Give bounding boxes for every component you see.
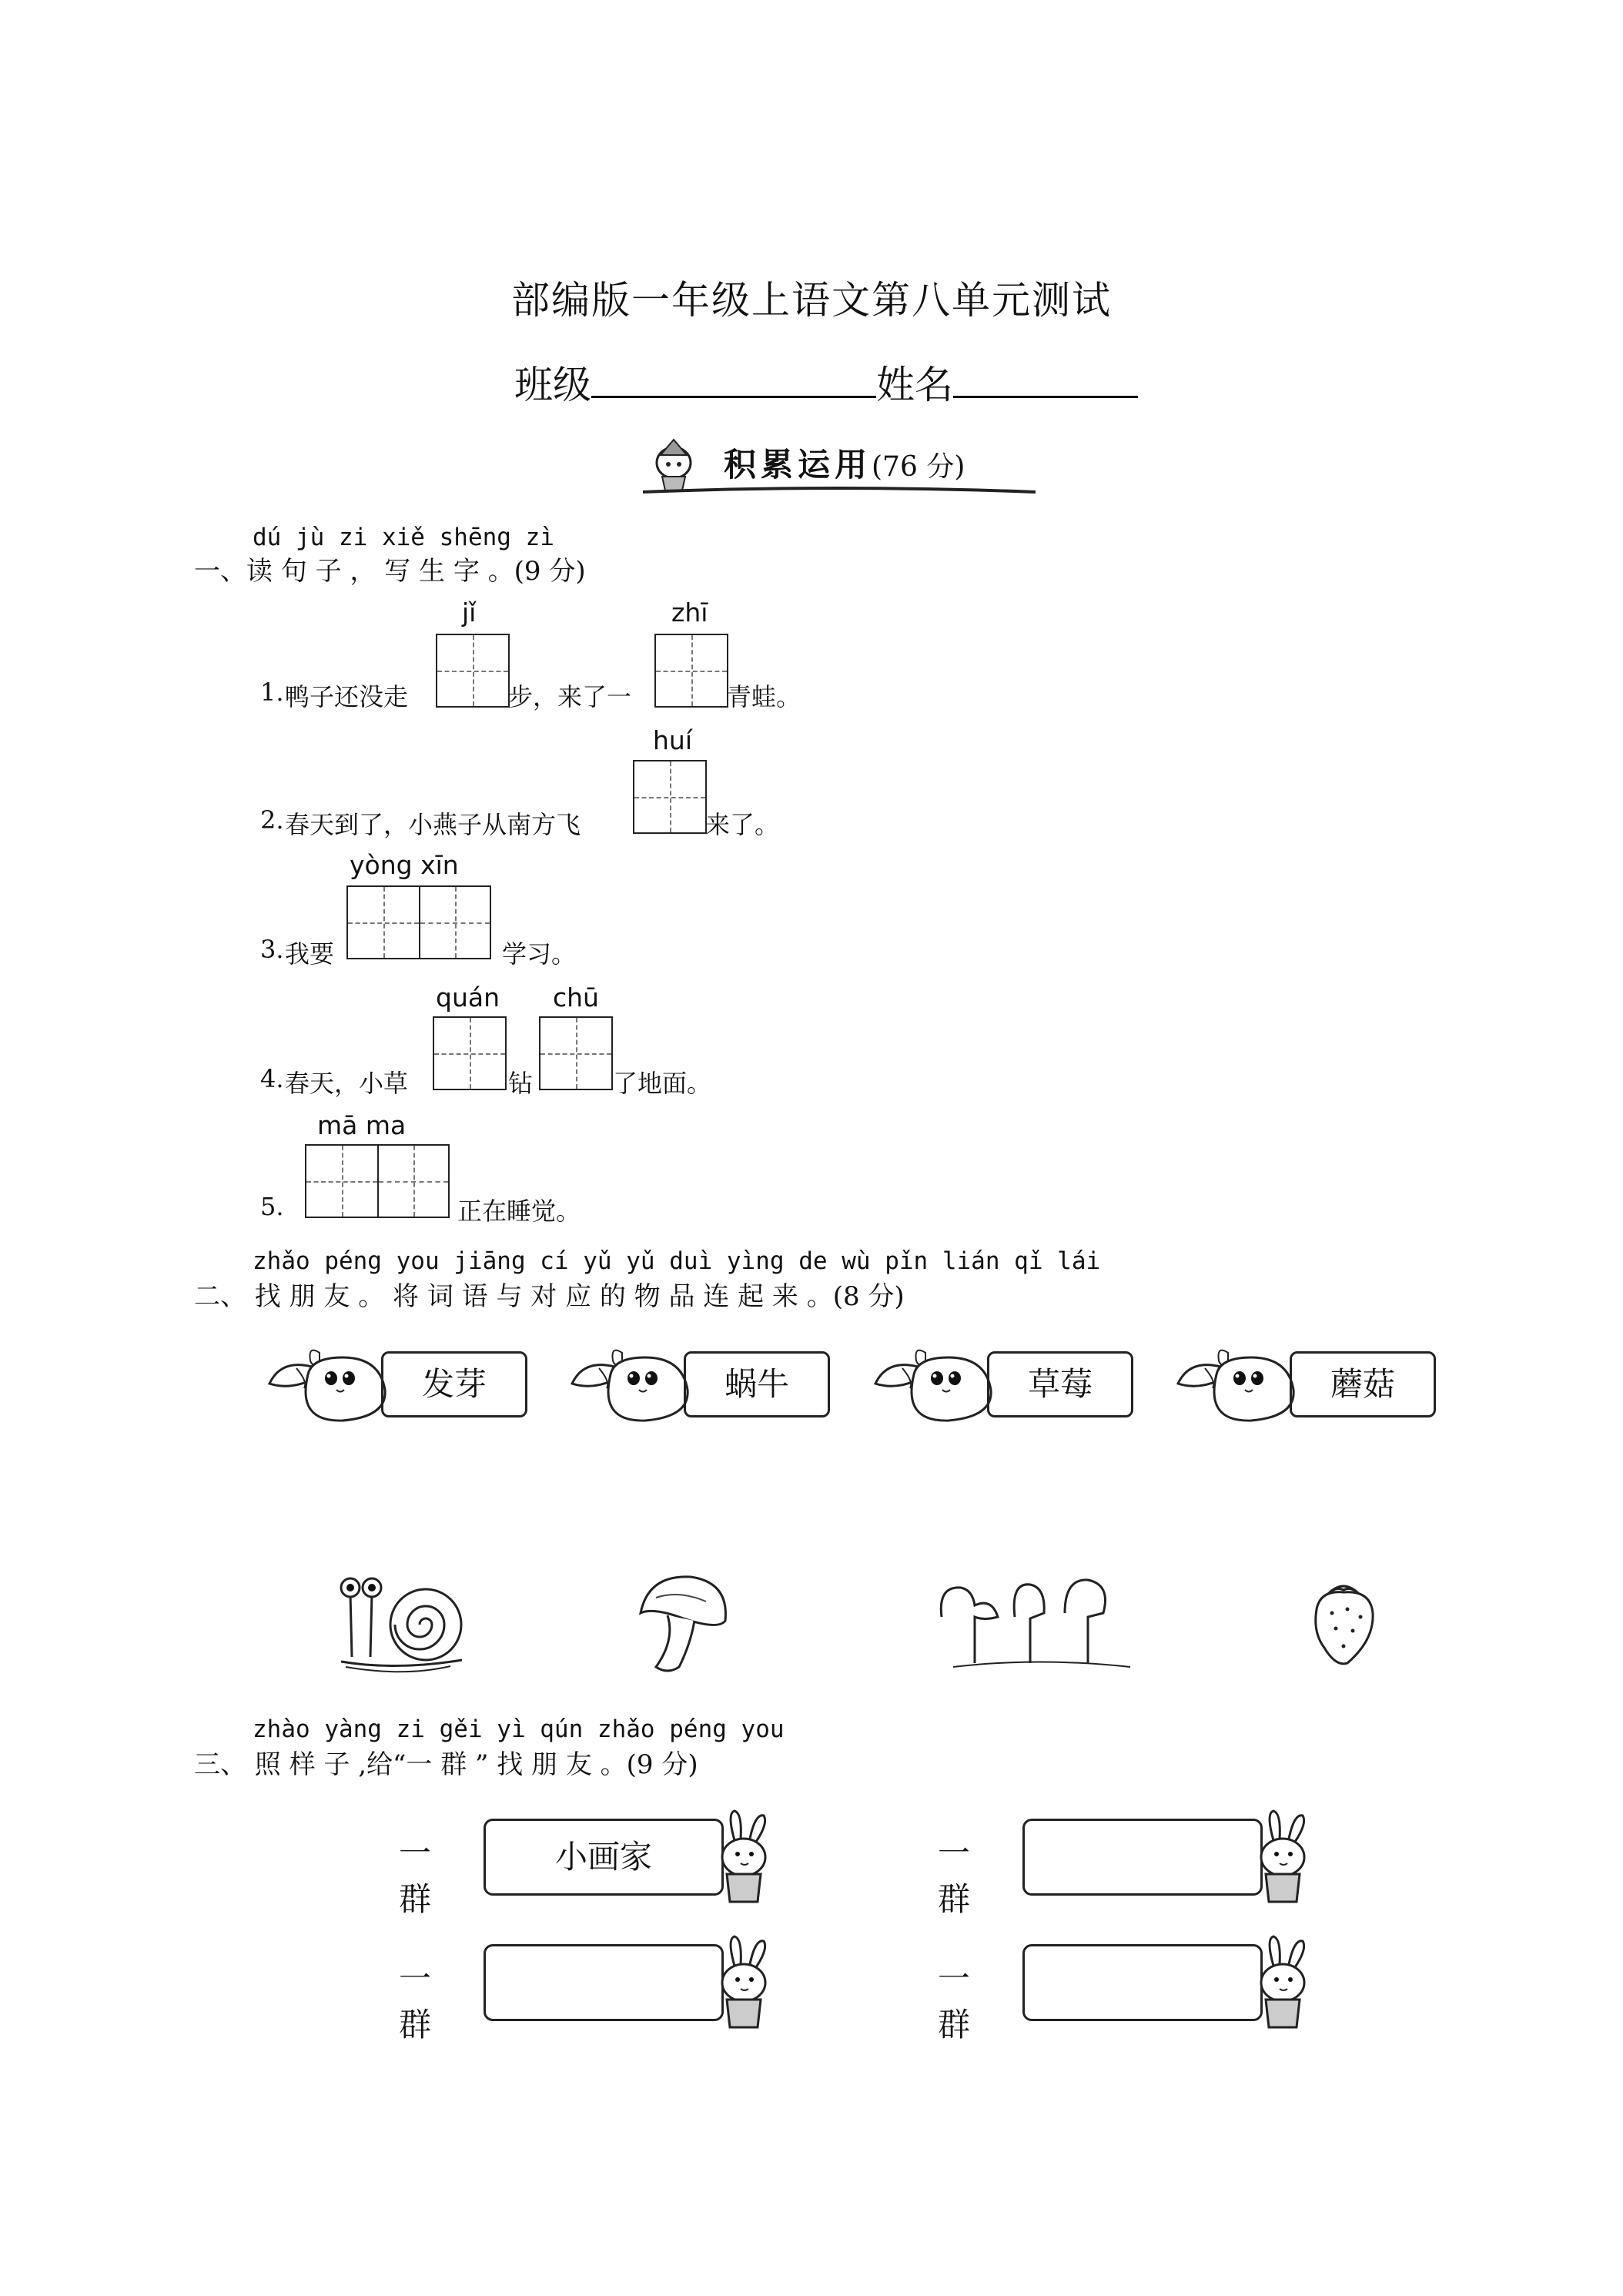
- item2-text-pre: 春天到了，小燕子从南方飞: [285, 810, 581, 839]
- group-prefix: 一群: [399, 1834, 432, 1918]
- rabbit-icon: [713, 1935, 775, 2035]
- item4-pinyin-2: chū: [553, 982, 599, 1012]
- name-label: 姓名: [876, 363, 953, 407]
- strawberry-icon[interactable]: [1305, 1571, 1382, 1678]
- word-card-3[interactable]: [872, 1344, 1133, 1421]
- section2-pinyin: zhǎo péng you jiāng cí yǔ yǔ duì yìng de wù pǐn lián qǐ lái: [253, 1247, 1101, 1275]
- rabbit-icon: [713, 1809, 775, 1909]
- item4-pinyin-1: quán: [436, 982, 500, 1012]
- banner-title: 积累运用: [724, 446, 872, 484]
- item4-text-pre: 春天，小草: [285, 1069, 409, 1098]
- item1-text-post: 青蛙。: [727, 682, 801, 711]
- word-card-2[interactable]: [568, 1344, 830, 1421]
- bird-icon: [872, 1344, 995, 1428]
- group-prefix: 一群: [938, 1960, 971, 2043]
- item5-number: 5.: [260, 1192, 284, 1221]
- banner-score: (76 分): [872, 451, 965, 483]
- class-name-line: [514, 354, 1138, 410]
- sprout-icon[interactable]: [938, 1571, 1146, 1678]
- section1-heading: 一、读 句 子 ， 写 生 字 。(9 分): [194, 556, 586, 587]
- word-card-4[interactable]: [1174, 1344, 1436, 1421]
- word-card-1[interactable]: [266, 1344, 527, 1421]
- page-title: 部编版一年级上语文第八单元测试: [511, 278, 1112, 323]
- item1-pinyin-1: jǐ: [462, 597, 477, 628]
- item5-pinyin: mā ma: [317, 1110, 407, 1140]
- class-label: 班级: [514, 363, 591, 407]
- rabbit-icon: [1252, 1935, 1313, 2035]
- item1-text-pre: 鸭子还没走: [285, 682, 409, 711]
- word-card-label-3: 草莓: [987, 1351, 1133, 1417]
- group-answer-box[interactable]: [1022, 1819, 1263, 1896]
- section1-pinyin: dú jù zi xiě shēng zì: [253, 524, 554, 551]
- item4-text-mid: 钻: [508, 1069, 534, 1098]
- item1-grid-2[interactable]: [654, 634, 728, 708]
- item3-pinyin: yòng xīn: [350, 850, 459, 880]
- group-answer-box[interactable]: [484, 1944, 724, 2021]
- item3-number: 3.: [260, 935, 284, 964]
- item2-grid[interactable]: [633, 760, 707, 834]
- class-blank[interactable]: [591, 357, 876, 398]
- bird-icon: [266, 1344, 389, 1428]
- item4-text-post: 了地面。: [613, 1069, 712, 1098]
- group-answer-box[interactable]: [1022, 1944, 1263, 2021]
- item2-pinyin: huí: [653, 725, 692, 755]
- item4-number: 4.: [260, 1064, 284, 1093]
- item2-number: 2.: [260, 805, 284, 835]
- item1-grid-1[interactable]: [436, 634, 510, 708]
- snail-icon[interactable]: [335, 1571, 470, 1678]
- item3-text-pre: 我要: [285, 939, 335, 969]
- item5-grid[interactable]: [305, 1144, 450, 1218]
- rabbit-icon: [1252, 1809, 1313, 1909]
- bird-icon: [1174, 1344, 1297, 1428]
- item4-grid-2[interactable]: [539, 1016, 613, 1090]
- word-card-label-1: 发芽: [381, 1351, 527, 1417]
- word-card-label-2: 蜗牛: [684, 1351, 830, 1417]
- item3-grid[interactable]: [346, 885, 491, 959]
- item4-grid-1[interactable]: [433, 1016, 507, 1090]
- group-prefix: 一群: [938, 1834, 971, 1918]
- section2-heading: 二、 找 朋 友 。 将 词 语 与 对 应 的 物 品 连 起 来 。(8 分): [194, 1281, 905, 1312]
- bird-icon: [568, 1344, 691, 1428]
- item5-text-post: 正在睡觉。: [457, 1197, 581, 1226]
- group-prefix: 一群: [399, 1960, 432, 2043]
- item1-text-mid: 步，来了一: [508, 682, 632, 711]
- item2-text-post: 来了。: [705, 810, 780, 839]
- item1-pinyin-2: zhī: [671, 597, 708, 628]
- mushroom-icon[interactable]: [633, 1571, 733, 1678]
- name-blank[interactable]: [953, 357, 1138, 398]
- section3-heading: 三、 照 样 子 ,给“一 群 ” 找 朋 友 。(9 分): [194, 1749, 698, 1780]
- group-example-box: 小画家: [484, 1819, 724, 1896]
- item3-text-post: 学习。: [502, 939, 577, 969]
- word-card-label-4: 蘑菇: [1290, 1351, 1436, 1417]
- section3-pinyin: zhào yàng zi gěi yì qún zhǎo péng you: [253, 1715, 785, 1743]
- item1-number: 1.: [260, 678, 284, 707]
